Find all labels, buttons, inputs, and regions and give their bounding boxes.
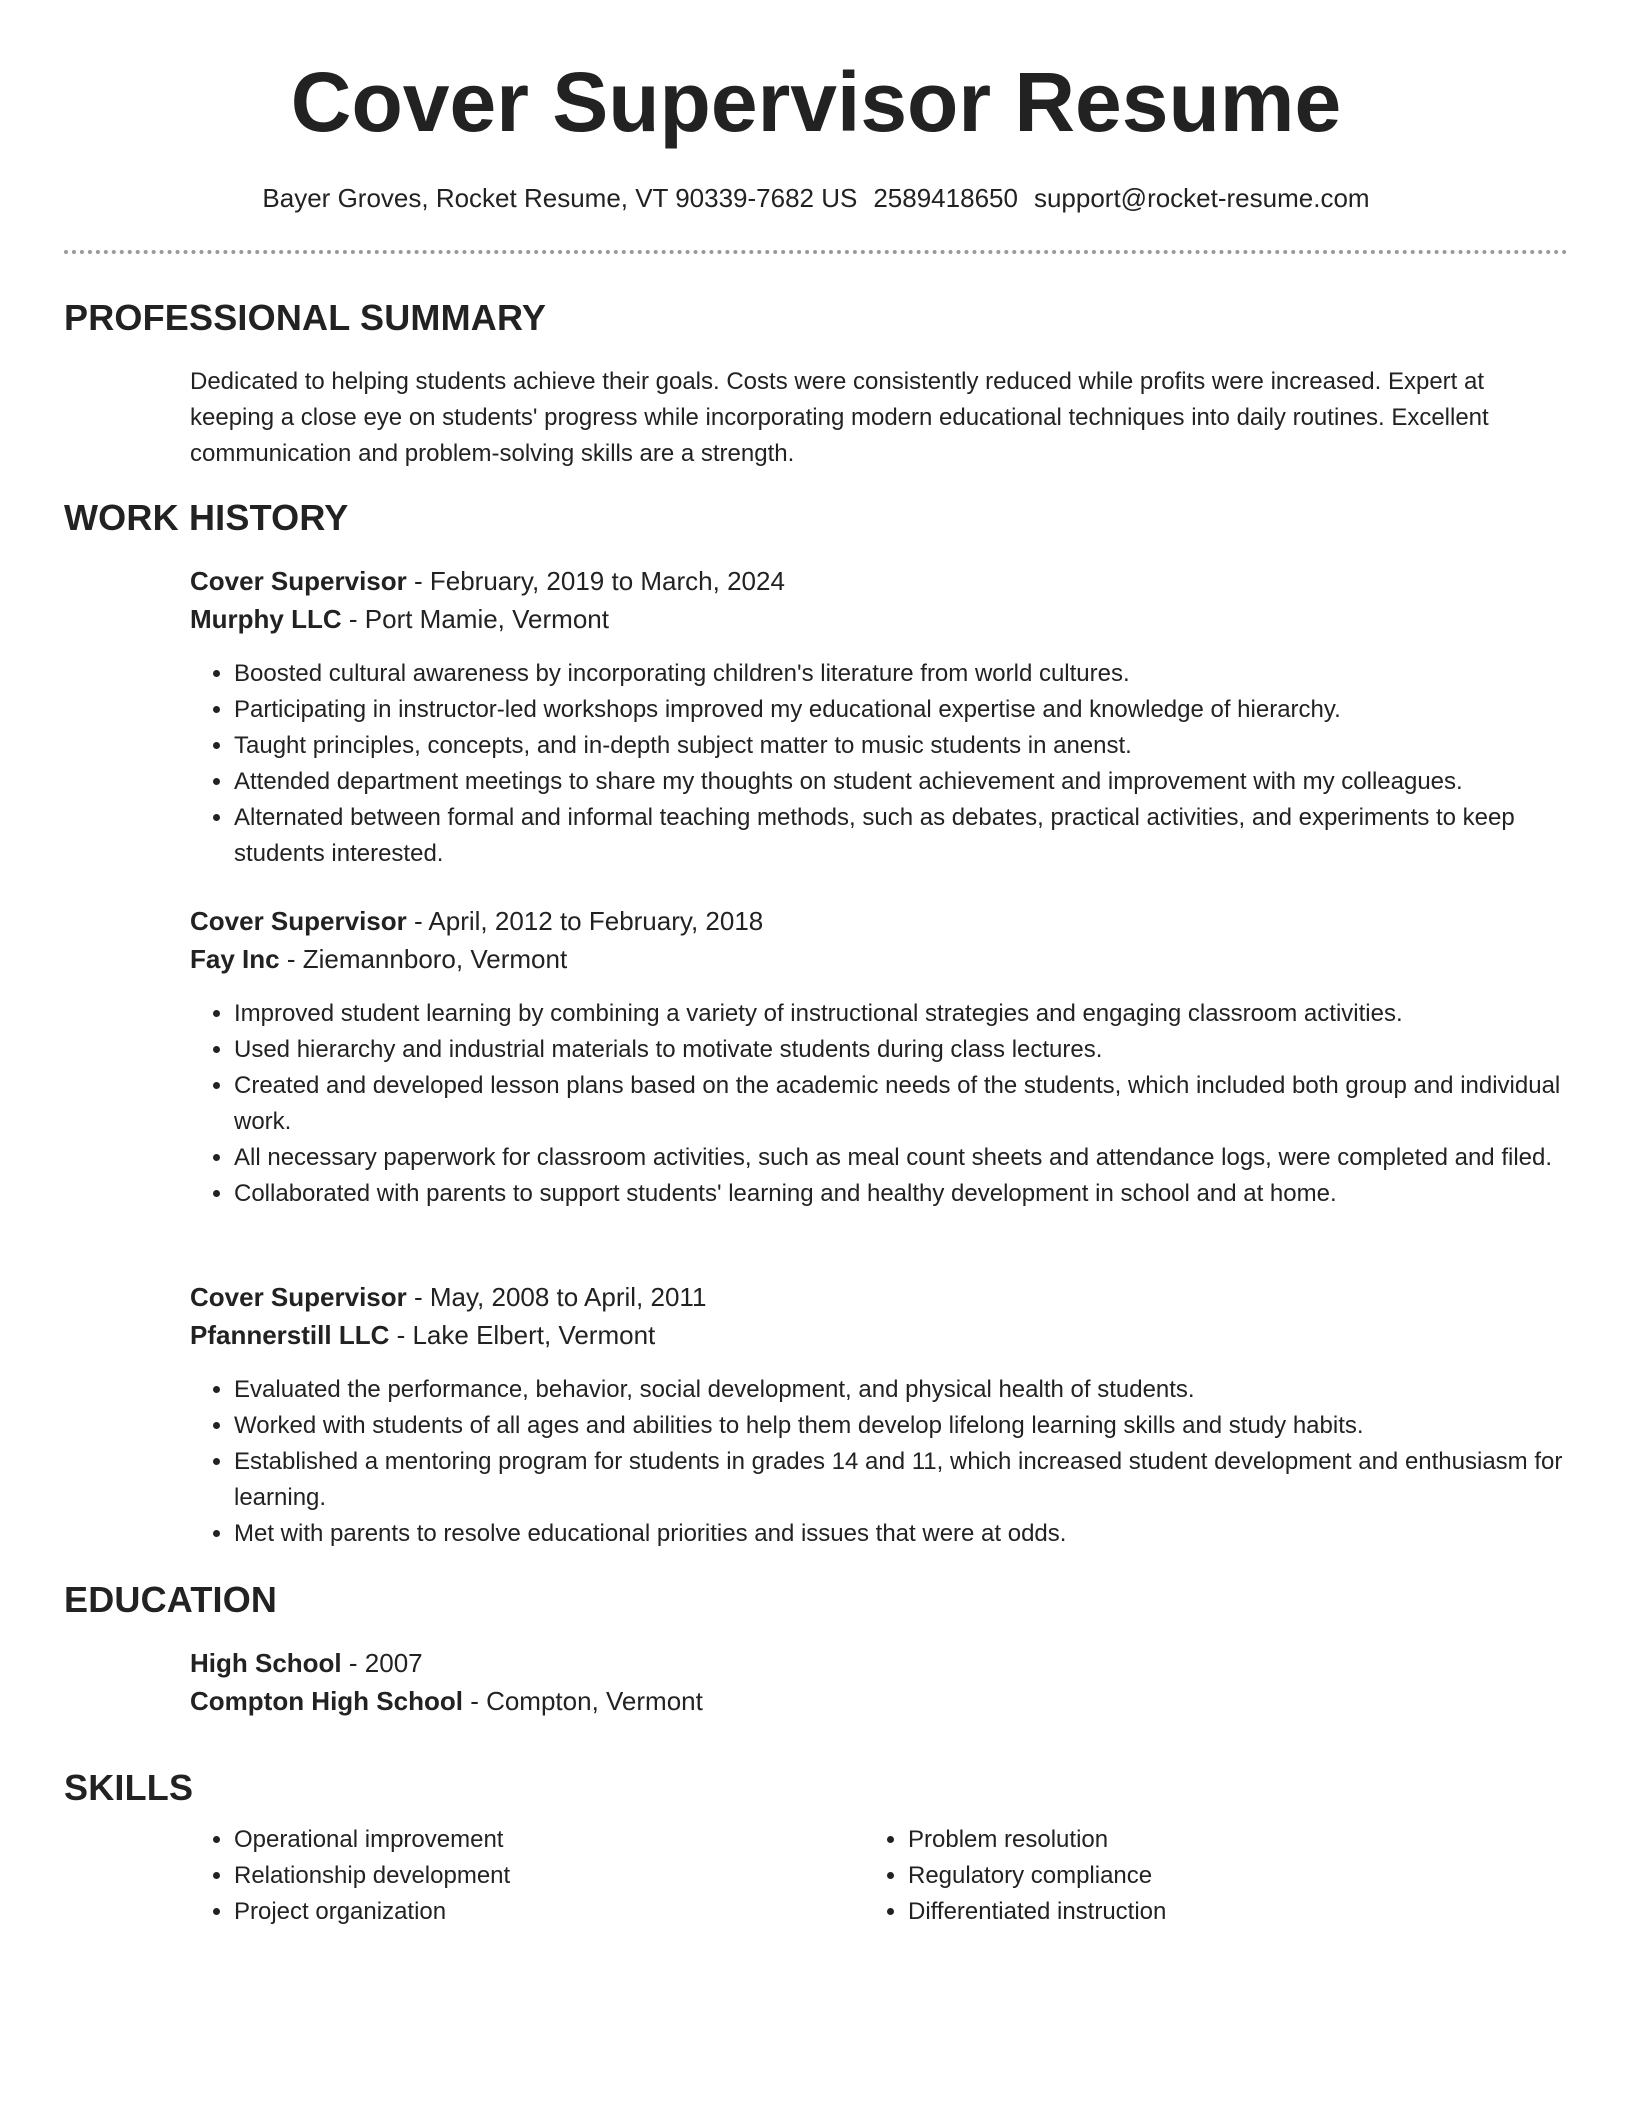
list-item: • Established a mentoring program for students in grades 14 and 11, which increased student development and enthusiasm for learning.: [234, 1444, 1612, 1516]
contact-line: [0, 180, 1632, 216]
list-item: • Attended department meetings to share my thoughts on student achievement and improvement with my colleagues.: [234, 764, 1612, 800]
list-item: • Boosted cultural awareness by incorporating children's literature from world cultures.: [234, 656, 1612, 692]
list-item: • Participating in instructor-led workshops improved my educational expertise and knowledge of hierarchy.: [234, 692, 1612, 728]
job-bullets: [190, 656, 1612, 872]
education-degree-line: [190, 1644, 423, 1682]
education-year: - 2007: [341, 1648, 423, 1678]
skills-list-left: [190, 1822, 834, 1930]
skill-item: • Relationship development: [234, 1858, 834, 1894]
skill-item: • Project organization: [234, 1894, 834, 1930]
job-title-line: [190, 902, 763, 940]
education-school-line: [190, 1682, 703, 1720]
job-dates: - April, 2012 to February, 2018: [406, 906, 764, 936]
job-location: - Ziemannboro, Vermont: [279, 944, 568, 974]
list-item: • Alternated between formal and informal teaching methods, such as debates, practical activities, and experiments to keep students interested.: [234, 800, 1612, 872]
contact-email: support@rocket-resume.com: [1033, 183, 1370, 213]
skills-heading: SKILLS: [64, 1767, 194, 1808]
job-location: - Port Mamie, Vermont: [341, 604, 609, 634]
list-item: • Worked with students of all ages and abilities to help them develop lifelong learning skills and study habits.: [234, 1408, 1612, 1444]
job-title-line: [190, 562, 785, 600]
list-item: • Improved student learning by combining a variety of instructional strategies and engaging classroom activities.: [234, 996, 1612, 1032]
skill-item: • Differentiated instruction: [908, 1894, 1508, 1930]
work-history-heading: WORK HISTORY: [64, 497, 349, 538]
job-bullets: [190, 1372, 1612, 1552]
job-title-line: [190, 1278, 706, 1316]
job-company-line: [190, 1316, 655, 1354]
job-company: Pfannerstill LLC: [190, 1320, 390, 1350]
education-heading: EDUCATION: [64, 1579, 278, 1620]
education-school: Compton High School: [190, 1686, 463, 1716]
contact-address: Bayer Groves, Rocket Resume, VT 90339-7682 US: [262, 183, 858, 213]
summary-text: Dedicated to helping students achieve their goals. Costs were consistently reduced while profits were increased. Expert at keeping a close eye on students' progress while incorporating modern educational techniques into daily routines. Excellent communication and problem-solving skills are a strength.: [190, 368, 1489, 467]
job-dates: - May, 2008 to April, 2011: [406, 1282, 707, 1312]
job-company-line: [190, 600, 609, 638]
list-item: • Used hierarchy and industrial materials to motivate students during class lectures.: [234, 1032, 1612, 1068]
education-location: - Compton, Vermont: [462, 1686, 703, 1716]
job-role: Cover Supervisor: [190, 906, 407, 936]
education-degree: High School: [190, 1648, 342, 1678]
job-company-line: [190, 940, 567, 978]
list-item: • Collaborated with parents to support students' learning and healthy development in school and at home.: [234, 1176, 1612, 1212]
skill-item: • Regulatory compliance: [908, 1858, 1508, 1894]
job-bullets: [190, 996, 1612, 1212]
job-dates: - February, 2019 to March, 2024: [406, 566, 785, 596]
list-item: • All necessary paperwork for classroom activities, such as meal count sheets and attendance logs, were completed and filed.: [234, 1140, 1612, 1176]
skill-item: • Problem resolution: [908, 1822, 1508, 1858]
list-item: • Met with parents to resolve educational priorities and issues that were at odds.: [234, 1516, 1612, 1552]
job-company: Fay Inc: [190, 944, 280, 974]
resume-title: Cover Supervisor Resume: [290, 55, 1342, 149]
list-item: • Taught principles, concepts, and in-depth subject matter to music students in anenst.: [234, 728, 1612, 764]
skills-list-right: [864, 1822, 1508, 1930]
list-item: • Evaluated the performance, behavior, social development, and physical health of students.: [234, 1372, 1612, 1408]
job-role: Cover Supervisor: [190, 1282, 407, 1312]
job-role: Cover Supervisor: [190, 566, 407, 596]
summary-heading: PROFESSIONAL SUMMARY: [64, 297, 547, 338]
list-item: • Created and developed lesson plans based on the academic needs of the students, which included both group and individual work.: [234, 1068, 1612, 1140]
header-divider: [64, 250, 1568, 254]
skill-item: • Operational improvement: [234, 1822, 834, 1858]
job-location: - Lake Elbert, Vermont: [389, 1320, 656, 1350]
job-company: Murphy LLC: [190, 604, 342, 634]
contact-phone: 2589418650: [873, 183, 1018, 213]
